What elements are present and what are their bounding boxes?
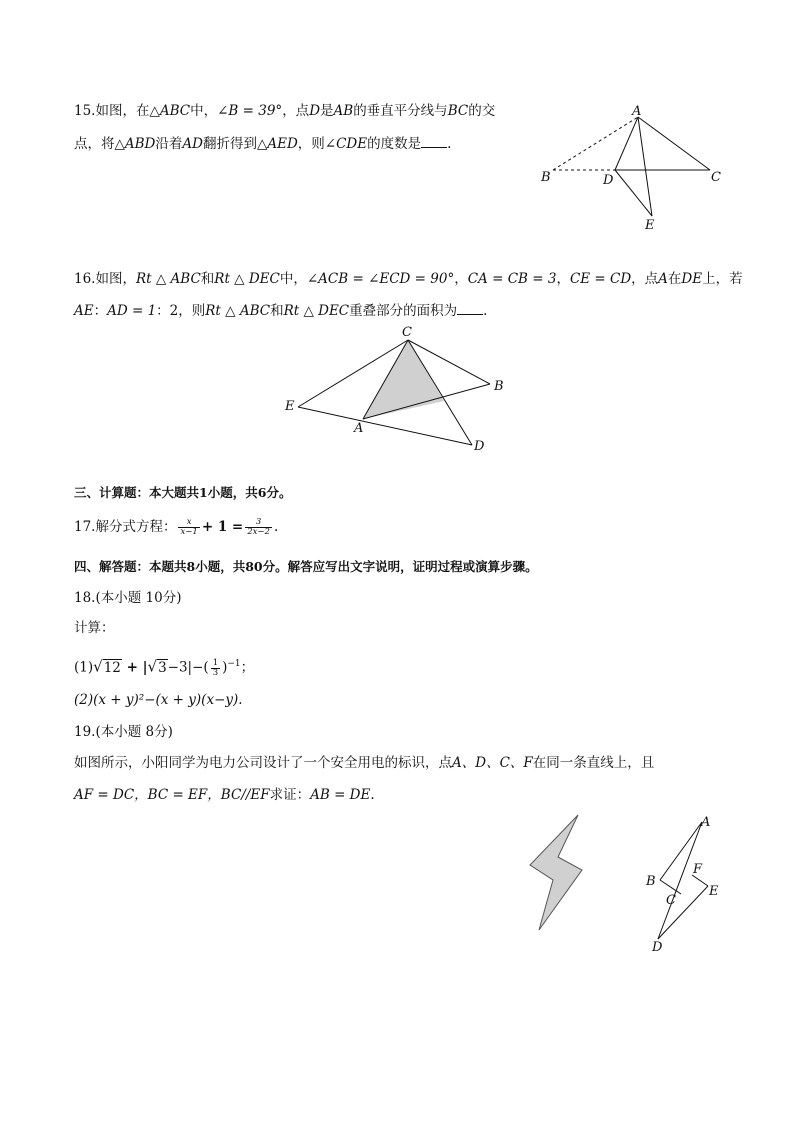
q15-line1: 15.如图，在△ABC中，∠B = 39°，点D是AB的垂直平分线与BC的交 xyxy=(74,103,496,119)
label-e: E xyxy=(709,884,719,899)
q18-title: 18.(本小题 10分) xyxy=(74,590,182,606)
label-f: F xyxy=(693,862,703,877)
label-b: B xyxy=(541,170,551,185)
segment-ba xyxy=(553,117,638,170)
answer-blank xyxy=(457,300,483,315)
q17-line: 17.解分式方程： $\frac{x}{x-1}$ + 1 = $\frac{3}{2x-2}$ . xyxy=(74,517,279,537)
q19-title: 19.(本小题 8分) xyxy=(74,724,173,740)
q19-line1: 如图所示，小阳同学为电力公司设计了一个安全用电的标识，点A、D、C、F在同一条直线上，且 xyxy=(74,755,655,771)
q16-line1: 16.如图，Rt △ ABC和Rt △ DEC中，∠ACB = ∠ECD = 90°，CA = CB = 3，CE = CD，点A在DE上，若 xyxy=(74,271,743,287)
label-d: D xyxy=(474,439,485,454)
q18-part2: (2)(x + y)²−(x + y)(x−y). xyxy=(74,692,243,708)
segment-ad xyxy=(658,822,702,939)
label-a: A xyxy=(354,421,364,436)
label-d: D xyxy=(603,173,614,188)
q16-figure xyxy=(280,322,520,457)
label-d: D xyxy=(652,940,663,955)
q18-instruction: 计算： xyxy=(74,620,115,636)
q16-line2: AE：AD = 1：2，则Rt △ ABC和Rt △ DEC重叠部分的面积为 . xyxy=(74,300,487,321)
label-b: B xyxy=(494,379,504,394)
segment-ac xyxy=(638,117,710,170)
label-a: A xyxy=(701,815,711,830)
q19-line2: AF = DC，BC = EF，BC//EF求证：AB = DE. xyxy=(74,787,375,803)
section-3-heading: 三、计算题：本大题共1小题，共6分。 xyxy=(74,485,292,500)
label-e: E xyxy=(285,399,295,414)
lightning-bolt-icon xyxy=(525,810,585,935)
label-c: C xyxy=(402,325,412,340)
section-4-heading: 四、解答题：本题共8小题，共80分。解答应写出文字说明，证明过程或演算步骤。 xyxy=(74,559,538,574)
q19-figure xyxy=(640,812,740,957)
label-c: C xyxy=(711,170,721,185)
label-b: B xyxy=(646,874,656,889)
label-c: C xyxy=(666,893,676,908)
label-a: A xyxy=(632,104,642,119)
q15-figure xyxy=(535,105,735,235)
segment-ad xyxy=(615,117,638,170)
q18-part1: (1)√12 + |√3−3|−( $\frac{1}{3}$ )$^{-1}$； xyxy=(74,657,255,678)
answer-blank xyxy=(421,133,447,148)
q15-line2: 点，将△ABD沿着AD翻折得到△AED，则∠CDE的度数是 . xyxy=(74,133,451,154)
label-e: E xyxy=(645,218,655,233)
